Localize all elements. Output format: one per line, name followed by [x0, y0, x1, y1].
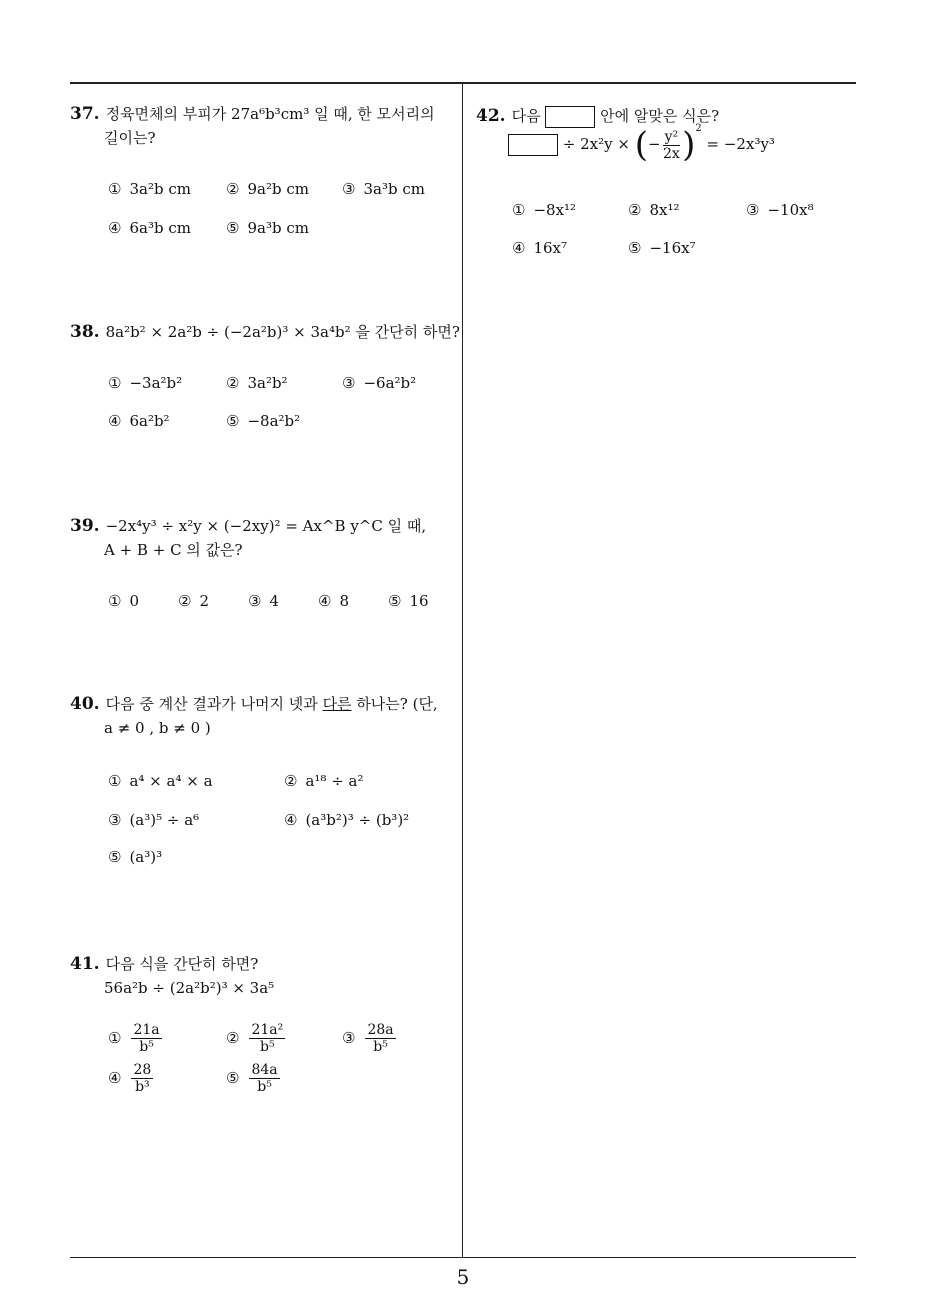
- option-1[interactable]: ① a⁴ × a⁴ × a: [108, 772, 213, 790]
- option-4[interactable]: ④ 6a²b²: [108, 412, 170, 430]
- fraction: $\frac{\text{y²}}{2x}$: [662, 128, 680, 162]
- question-number: 37.: [70, 104, 100, 124]
- question-number: 41.: [70, 954, 100, 974]
- question-number: 40.: [70, 694, 100, 714]
- question-text: 다음 중 계산 결과가 나머지 넷과: [105, 695, 323, 713]
- question-41: [70, 952, 274, 1000]
- option-3[interactable]: ③ 3a³b cm: [342, 180, 425, 198]
- option-1[interactable]: ① −3a²b²: [108, 374, 183, 392]
- question-text: 8a²b² × 2a²b ÷ (−2a²b)³ × 3a⁴b² 을 간단히 하면?: [105, 323, 460, 341]
- option-5[interactable]: ⑤ 9a³b cm: [226, 219, 309, 237]
- option-4[interactable]: ④ 16x⁷: [512, 239, 568, 257]
- fraction: $\frac{84a}{\text{b⁵}}$: [251, 1062, 278, 1095]
- question-text-cont: 길이는?: [104, 129, 156, 147]
- option-1[interactable]: ① 3a²b cm: [108, 180, 191, 198]
- right-paren: ): [682, 125, 696, 165]
- option-2[interactable]: ② 9a²b cm: [226, 180, 309, 198]
- option-3[interactable]: ③ −10x⁸: [746, 201, 814, 219]
- option-1[interactable]: ① −8x¹²: [512, 201, 577, 219]
- fraction: $\frac{\text{21a²}}{\text{b⁵}}$: [251, 1022, 284, 1055]
- fraction: $\frac{21a}{\text{b⁵}}$: [133, 1022, 160, 1055]
- option-2[interactable]: ② 8x¹²: [628, 201, 680, 219]
- question-expression: 56a²b ÷ (2a²b²)³ × 3a⁵: [104, 979, 275, 997]
- fraction: $\frac{28a}{\text{b⁵}}$: [367, 1022, 394, 1055]
- question-text: −2x⁴y³ ÷ x²y × (−2xy)² = Ax^B y^C 일 때,: [105, 517, 427, 535]
- fraction: $\frac{28}{\text{b³}}$: [133, 1062, 152, 1095]
- question-text-cont: a ≠ 0 , b ≠ 0 ): [104, 719, 211, 737]
- option-5[interactable]: ⑤ −16x⁷: [628, 239, 696, 257]
- option-4[interactable]: ④ (a³b²)³ ÷ (b³)²: [284, 811, 410, 829]
- question-text: 다음 식을 간단히 하면?: [105, 955, 259, 973]
- question-text: 다음: [511, 107, 541, 125]
- bottom-rule: [70, 1257, 856, 1258]
- question-text-end: 하나는? (단,: [351, 695, 438, 713]
- question-number: 38.: [70, 322, 100, 342]
- left-paren: (: [634, 125, 648, 165]
- option-1[interactable]: ① 0: [108, 592, 139, 610]
- expression-result: = −2x³y³: [706, 135, 775, 153]
- question-38: [70, 320, 460, 344]
- question-text: 정육면체의 부피가 27a⁶b³cm³ 일 때, 한 모서리의: [105, 105, 435, 123]
- option-5[interactable]: ⑤ $\frac{84a}{\text{b⁵}}$: [226, 1062, 278, 1095]
- option-4[interactable]: ④ 8: [318, 592, 349, 610]
- question-number: 39.: [70, 516, 100, 536]
- page-number: 5: [456, 1265, 470, 1289]
- question-37: [70, 102, 435, 150]
- question-42-expression: [508, 123, 775, 165]
- option-2[interactable]: ② 2: [178, 592, 209, 610]
- option-3[interactable]: ③ −6a²b²: [342, 374, 417, 392]
- option-5[interactable]: ⑤ (a³)³: [108, 848, 163, 866]
- top-rule: [70, 82, 856, 84]
- option-4[interactable]: ④ $\frac{28}{\text{b³}}$: [108, 1062, 152, 1095]
- option-2[interactable]: ② $\frac{\text{21a²}}{\text{b⁵}}$: [226, 1022, 284, 1055]
- option-5[interactable]: ⑤ −8a²b²: [226, 412, 301, 430]
- blank-box: [508, 134, 558, 156]
- option-4[interactable]: ④ 6a³b cm: [108, 219, 191, 237]
- option-3[interactable]: ③ 4: [248, 592, 279, 610]
- option-1[interactable]: ① $\frac{21a}{\text{b⁵}}$: [108, 1022, 160, 1055]
- emphasis-underline: 다른: [322, 695, 352, 713]
- question-40: [70, 692, 438, 740]
- column-divider: [462, 82, 463, 1258]
- question-39: [70, 514, 426, 562]
- blank-box: [545, 106, 595, 128]
- minus-sign: −: [648, 135, 661, 153]
- option-2[interactable]: ② 3a²b²: [226, 374, 288, 392]
- exponent: 2: [695, 123, 702, 134]
- question-number: 42.: [476, 106, 506, 126]
- option-5[interactable]: ⑤ 16: [388, 592, 429, 610]
- option-2[interactable]: ② a¹⁸ ÷ a²: [284, 772, 364, 790]
- question-text-end: 안에 알맞은 식은?: [600, 107, 720, 125]
- question-text-cont: A + B + C 의 값은?: [104, 541, 243, 559]
- option-3[interactable]: ③ $\frac{28a}{\text{b⁵}}$: [342, 1022, 394, 1055]
- expression-part: ÷ 2x²y ×: [562, 135, 630, 153]
- option-3[interactable]: ③ (a³)⁵ ÷ a⁶: [108, 811, 200, 829]
